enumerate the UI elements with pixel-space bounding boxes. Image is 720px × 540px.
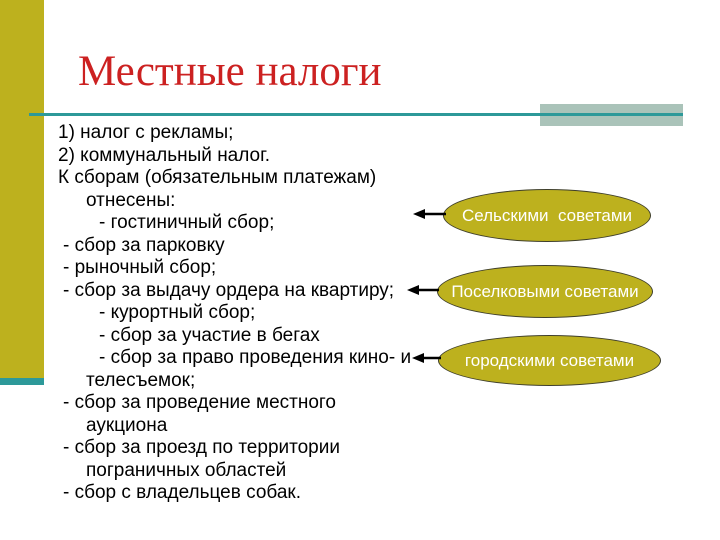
- text-line: - сбор за выдачу ордера на квартиру;: [63, 279, 395, 301]
- text-line: аукциона: [86, 414, 168, 436]
- slide-title: Местные налоги: [78, 48, 382, 95]
- text-line: 2) коммунальный налог.: [58, 144, 271, 166]
- ellipse-city-councils-label: городскими советами: [464, 350, 635, 370]
- ellipse-rural-councils: [443, 189, 651, 242]
- text-line: - сбор за проезд по территории: [63, 437, 340, 458]
- text-line: - сбор за проведение местного: [63, 392, 336, 413]
- text-line: отнесены:: [86, 189, 176, 211]
- text-line: - сбор за право проведения кино- и: [99, 347, 412, 368]
- text-line: пограничных областей: [86, 459, 287, 481]
- ellipse-settlement-councils-label: Поселковыми советами: [451, 281, 639, 301]
- text-line: - сбор с владельцев собак.: [63, 482, 301, 503]
- text-line: - сбор за парковку: [63, 234, 225, 256]
- text-line: - рыночный сбор;: [63, 257, 217, 278]
- body-text-block: [0, 122, 470, 505]
- ellipse-city-councils: [438, 335, 661, 386]
- text-line: К сборам (обязательным платежам): [58, 167, 377, 188]
- text-line: телесъемок;: [86, 369, 196, 391]
- text-line: 1) налог с рекламы;: [58, 122, 234, 143]
- ellipse-rural-councils-label: Сельскими советами: [461, 205, 633, 225]
- text-line: - гостиничный сбор;: [99, 212, 275, 233]
- text-line: - курортный сбор;: [99, 302, 256, 323]
- text-line: - сбор за участие в бегах: [99, 324, 320, 346]
- title-underline: [29, 113, 683, 116]
- ellipse-settlement-councils: [437, 265, 653, 318]
